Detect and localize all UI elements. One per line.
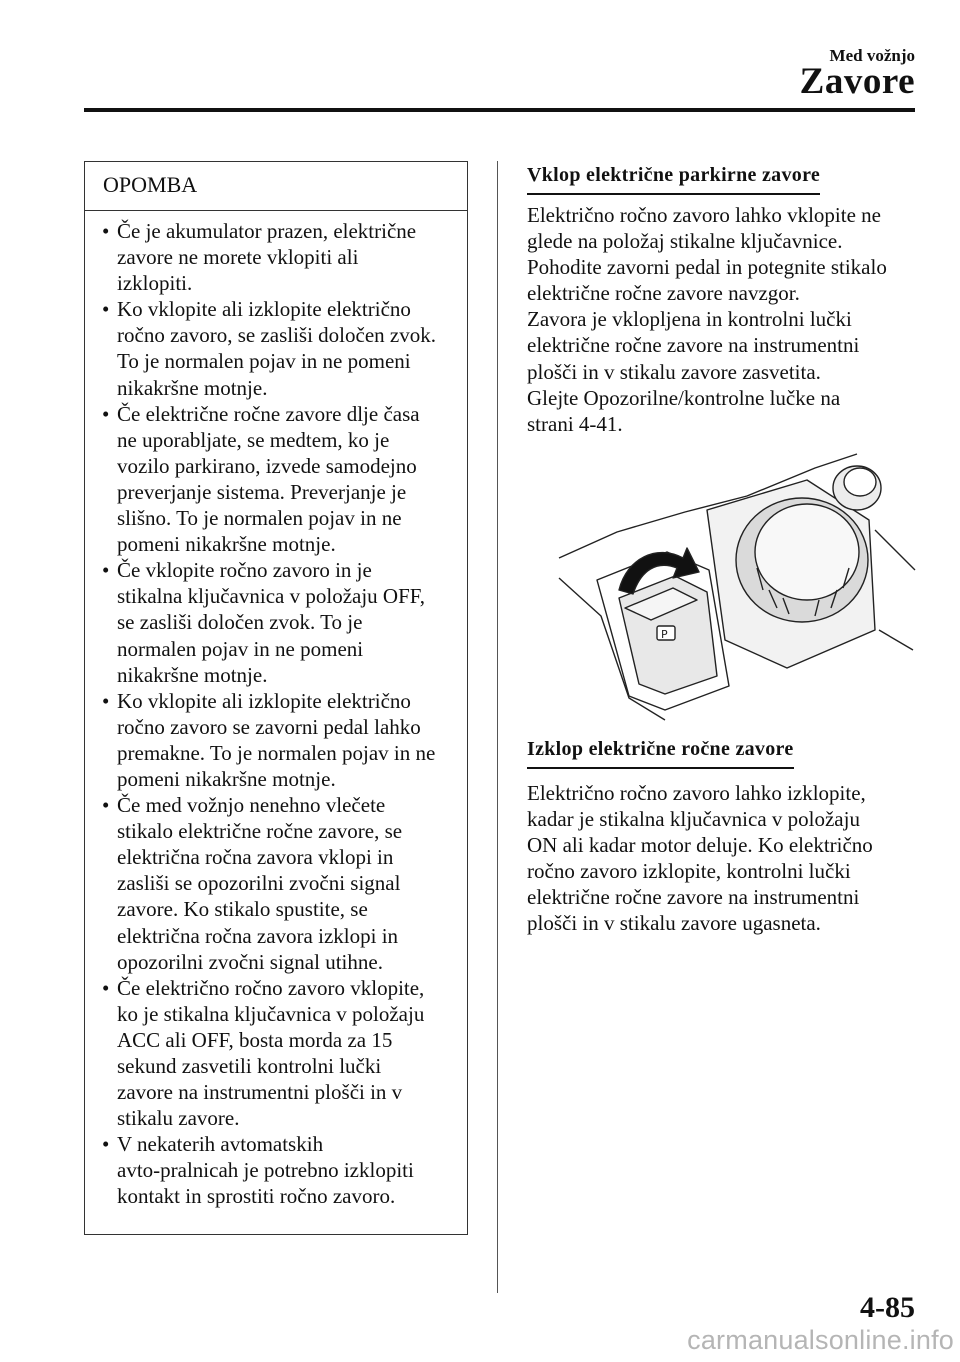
- body-line: ročno zavoro izklopite, kontrolni lučki: [527, 859, 851, 884]
- page-number: 4-85: [860, 1291, 915, 1324]
- body-line: ON ali kadar motor deluje. Ko električno: [527, 833, 873, 858]
- body-line: električne ročne zavore na instrumentni: [527, 885, 860, 910]
- body-line: električne ročne zavore na instrumentni: [527, 333, 860, 358]
- note-line: izklopiti.: [117, 271, 193, 296]
- note-line: ko je stikalna ključavnica v položaju: [117, 1001, 425, 1026]
- body-line: Električno ročno zavoro lahko izklopite,: [527, 781, 866, 805]
- note-item: [99, 557, 459, 687]
- note-line: se zasliši določen zvok. To je: [117, 610, 363, 635]
- note-line: nikakršne motnje.: [117, 662, 268, 687]
- note-line: stikalna ključavnica v položaju OFF,: [117, 584, 426, 609]
- volume-knob-top: [844, 468, 876, 496]
- note-line: stikalo električne ročne zavore, se: [117, 819, 403, 844]
- header-rule: [84, 108, 915, 112]
- section-heading-release: Izklop električne ročne zavore: [527, 738, 794, 769]
- note-title: OPOMBA: [85, 162, 467, 211]
- note-line: zavore. Ko stikalo spustite, se: [117, 897, 368, 922]
- note-line: pomeni nikakršne motnje.: [117, 532, 336, 557]
- note-line: Če električne ročne zavore dlje časa: [117, 401, 420, 426]
- watermark: carmanualsonline.info: [687, 1325, 954, 1355]
- bullet-icon: •: [102, 975, 110, 1000]
- note-line: Ko vklopite ali izklopite električno: [117, 688, 411, 713]
- note-line: Če električno ročno zavoro vklopite,: [117, 975, 425, 1000]
- note-item: [99, 218, 459, 296]
- page-title: Zavore: [799, 61, 915, 102]
- note-line: sekund zasvetili kontrolni lučki: [117, 1054, 382, 1078]
- note-line: zavore na instrumentni plošči in v: [117, 1080, 403, 1105]
- body-line: plošči in v stikalu zavore ugasneta.: [527, 911, 821, 936]
- bullet-icon: •: [102, 297, 110, 322]
- note-line: zavore ne morete vklopiti ali: [117, 245, 359, 270]
- body-line: kadar je stikalna ključavnica v položaju: [527, 807, 860, 832]
- column-divider: [497, 161, 498, 1293]
- section-body-release: [527, 780, 919, 937]
- body-line: glede na položaj stikalne ključavnice.: [527, 229, 843, 254]
- note-box: [84, 161, 468, 1235]
- note-item: [99, 1131, 459, 1209]
- brake-switch-symbol: P: [661, 628, 668, 641]
- body-line: strani 4-41.: [527, 411, 623, 436]
- note-item: [99, 401, 459, 558]
- note-line: V nekaterih avtomatskih: [117, 1132, 324, 1157]
- note-line: Ko vklopite ali izklopite električno: [117, 297, 411, 322]
- note-line: ročno zavoro se zavorni pedal lahko: [117, 714, 421, 739]
- note-item: [99, 975, 459, 1132]
- note-line: normalen pojav in ne pomeni: [117, 636, 364, 661]
- note-line: Če med vožnjo nenehno vlečete: [117, 793, 386, 818]
- section-body-engage: [527, 202, 919, 437]
- section-heading-engage: Vklop električne parkirne zavore: [527, 164, 820, 195]
- note-list: [85, 211, 467, 1210]
- body-line: električne ročne zavore navzgor.: [527, 281, 800, 306]
- note-line: pomeni nikakršne motnje.: [117, 766, 336, 791]
- note-line: ne uporabljate, se medtem, ko je: [117, 427, 390, 452]
- body-line: Električno ročno zavoro lahko vklopite ne: [527, 203, 881, 227]
- note-line: Če vklopite ročno zavoro in je: [117, 558, 372, 583]
- note-line: premakne. To je normalen pojav in ne: [117, 740, 436, 765]
- note-line: ACC ali OFF, bosta morda za 15: [117, 1027, 393, 1052]
- bullet-icon: •: [102, 1132, 110, 1157]
- note-item: [99, 688, 459, 792]
- note-line: Če je akumulator prazen, električne: [117, 219, 417, 243]
- console-right-edge: [875, 530, 915, 650]
- note-line: stikalu zavore.: [117, 1106, 240, 1131]
- note-line: električna ročna zavora vklopi in: [117, 845, 394, 870]
- note-line: To je normalen pojav in ne pomeni: [117, 349, 411, 374]
- note-line: ročno zavoro, se zasliši določen zvok.: [117, 323, 436, 348]
- bullet-icon: •: [102, 219, 110, 243]
- note-line: preverjanje sistema. Preverjanje je: [117, 479, 407, 504]
- bullet-icon: •: [102, 558, 110, 583]
- note-line: zasliši se opozorilni zvočni signal: [117, 871, 401, 896]
- note-line: slišno. To je normalen pojav in ne: [117, 506, 402, 531]
- body-line: Zavora je vklopljena in kontrolni lučki: [527, 307, 852, 332]
- note-line: avto-pralnicah je potrebno izklopiti: [117, 1158, 414, 1183]
- note-item: [99, 792, 459, 975]
- note-item: [99, 296, 459, 400]
- running-header-section: Med vožnjo: [829, 46, 915, 65]
- bullet-icon: •: [102, 688, 110, 713]
- parking-brake-switch-illustration: [557, 440, 917, 722]
- note-line: kontakt in sprostiti ročno zavoro.: [117, 1184, 396, 1209]
- bullet-icon: •: [102, 793, 110, 818]
- bullet-icon: •: [102, 401, 110, 426]
- note-line: nikakršne motnje.: [117, 375, 268, 400]
- body-line: Glejte Opozorilne/kontrolne lučke na: [527, 385, 841, 410]
- body-line: plošči in v stikalu zavore zasvetita.: [527, 359, 821, 384]
- note-line: vozilo parkirano, izvede samodejno: [117, 453, 417, 478]
- body-line: Pohodite zavorni pedal in potegnite stikalo: [527, 255, 887, 280]
- note-line: električna ročna zavora izklopi in: [117, 923, 399, 948]
- note-line: opozorilni zvočni signal utihne.: [117, 949, 383, 974]
